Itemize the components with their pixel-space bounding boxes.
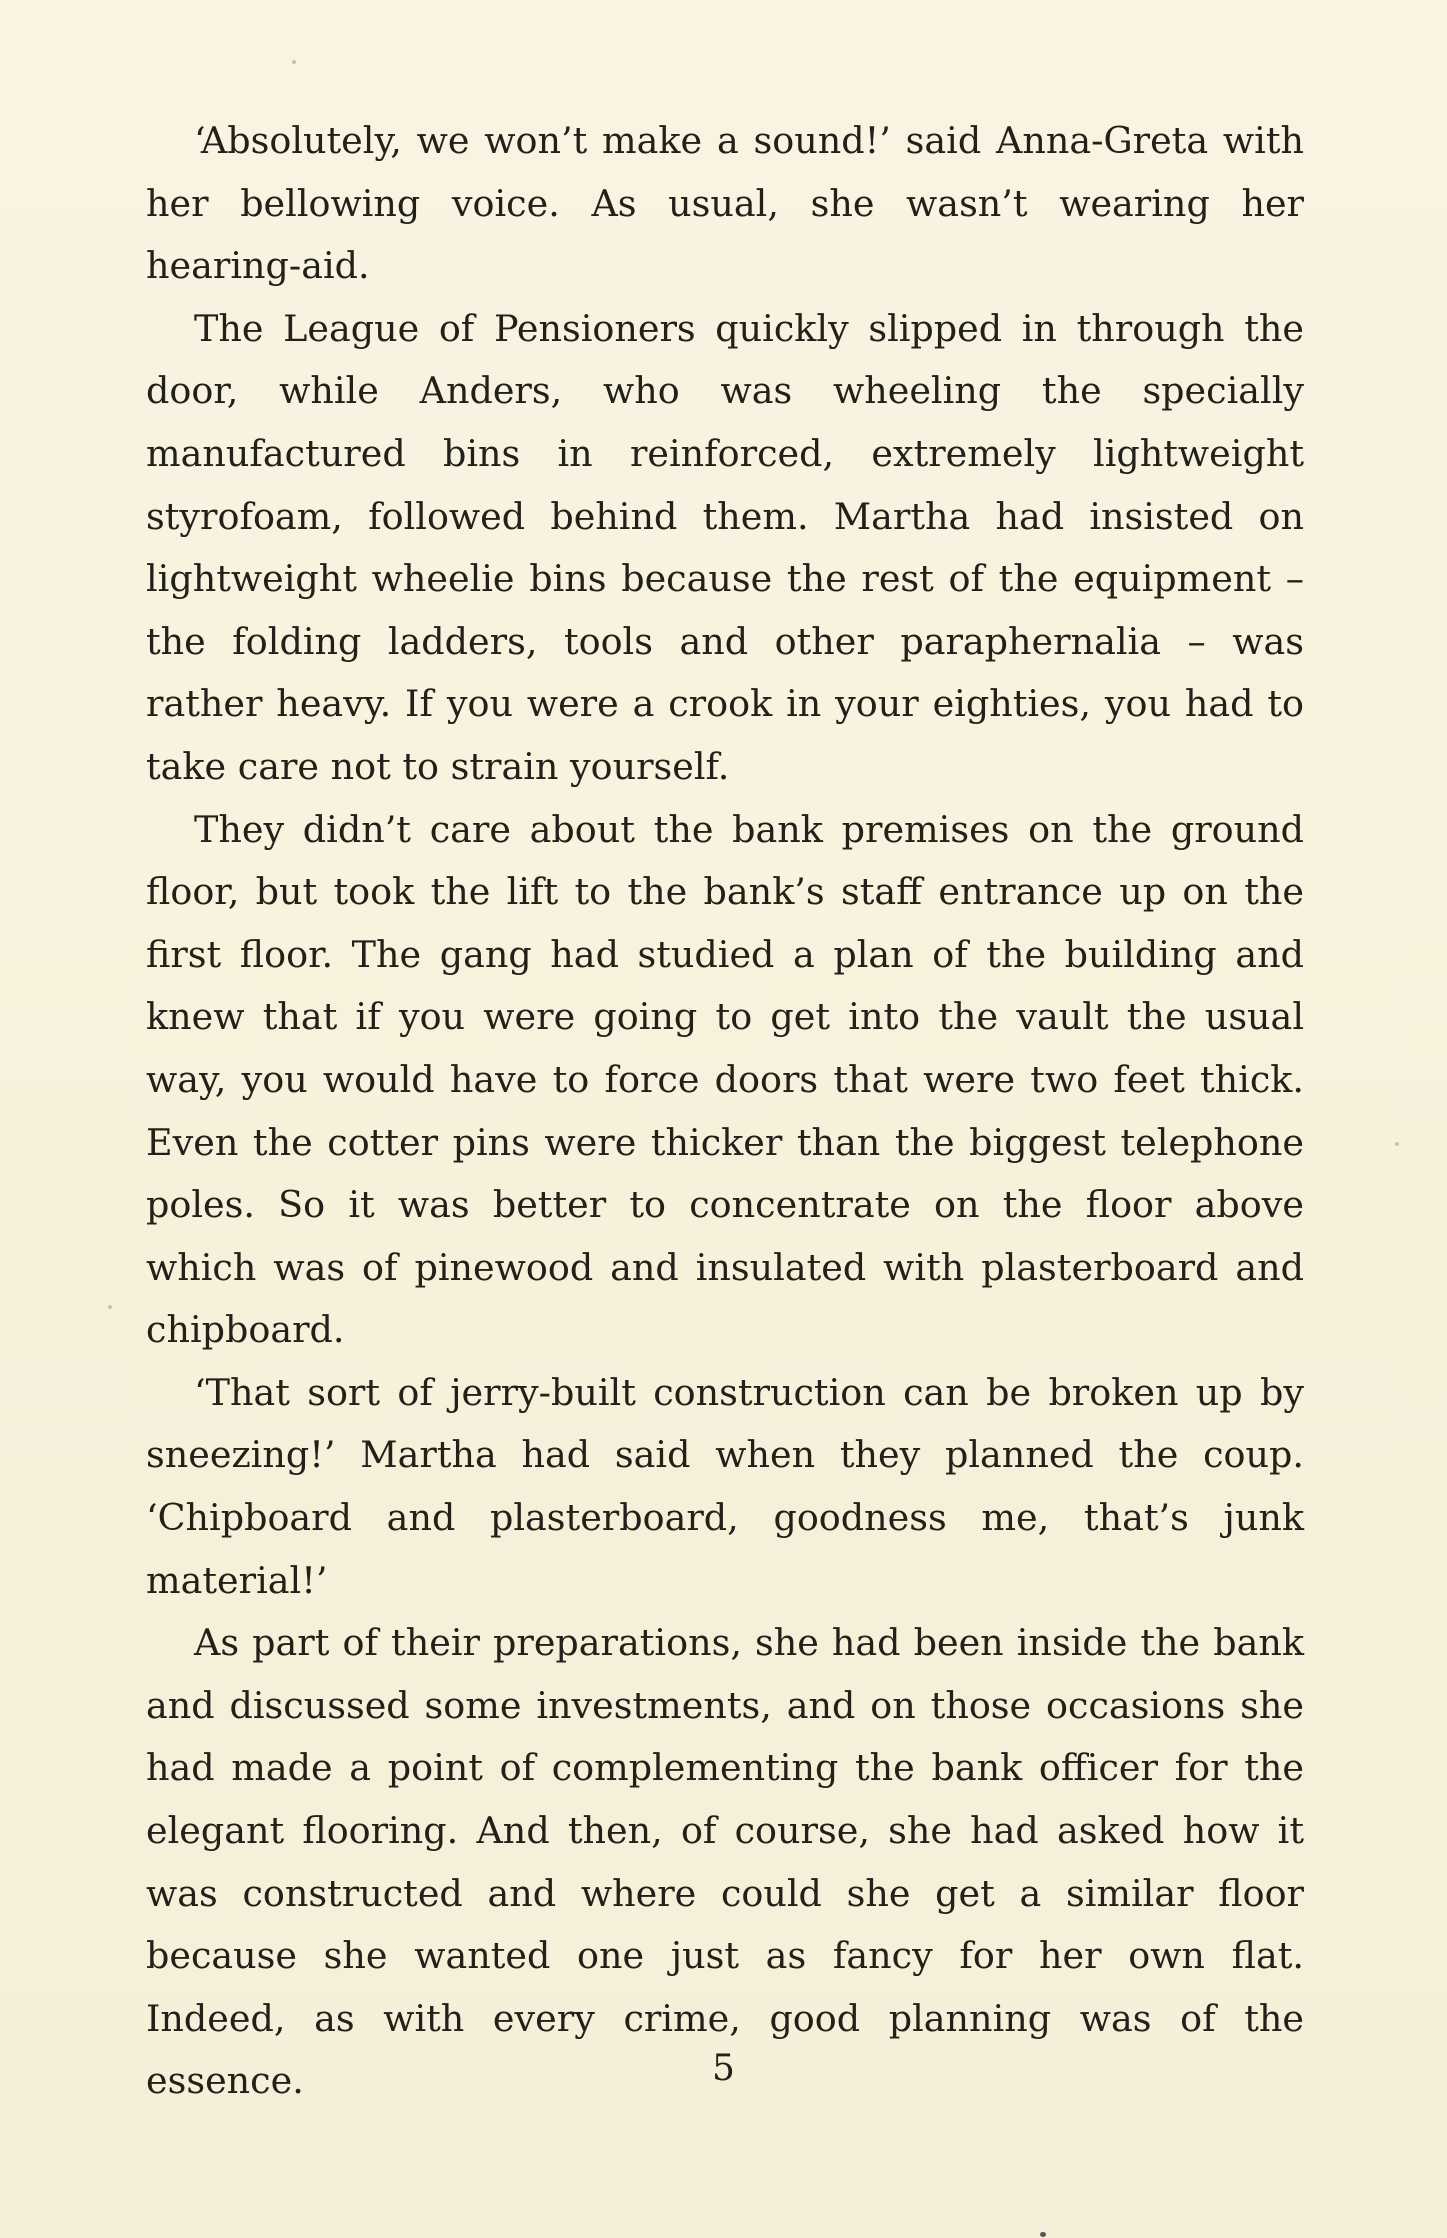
paragraph: ‘Absolutely, we won’t make a sound!’ said Anna-Greta with her bellowing voice. As usual, she wasn’t wearing her hearing-aid. <box>146 119 1304 288</box>
page-number: 5 <box>712 2048 735 2089</box>
paragraph: As part of their preparations, she had been inside the bank and discussed some investments, and on those occasions she had made a point of complementing the bank officer for the elegant flooring. And then, of course, she had asked how it was constructed and where could she get a similar floor because she wanted one just as fancy for her own flat. Indeed, as with every crime, good planning was of the essence. <box>146 1621 1304 2103</box>
paragraph: They didn’t care about the bank premises on the ground floor, but took the lift to the bank’s staff entrance up on the first floor. The gang had studied a plan of the building and knew that if you were going to get into the vault the usual way, you would have to force doors that were two feet thick. Even the cotter pins were thicker than the biggest telephone poles. So it was better to concentrate on the floor above which was of pinewood and insulated with plasterboard and chipboard. <box>146 807 1304 1352</box>
body-text <box>146 110 1304 2113</box>
paragraph: The League of Pensioners quickly slipped in through the door, while Anders, who was wheeling the specially manufactured bins in reinforced, extremely lightweight styrofoam, followed behind them. Martha had insisted on lightweight wheelie bins because the rest of the equipment – the folding ladders, tools and other paraphernalia – was rather heavy. If you were a crook in your eighties, you had to take care not to strain yourself. <box>146 306 1304 788</box>
paragraph: ‘That sort of jerry-built construction can be broken up by sneezing!’ Martha had said when they planned the coup. ‘Chipboard and plasterboard, goodness me, that’s junk material!’ <box>146 1370 1304 1602</box>
paper-speck <box>108 1305 112 1309</box>
paper-speck <box>1395 1142 1399 1146</box>
paper-speck <box>292 60 296 64</box>
paper-speck <box>1040 2232 1046 2237</box>
